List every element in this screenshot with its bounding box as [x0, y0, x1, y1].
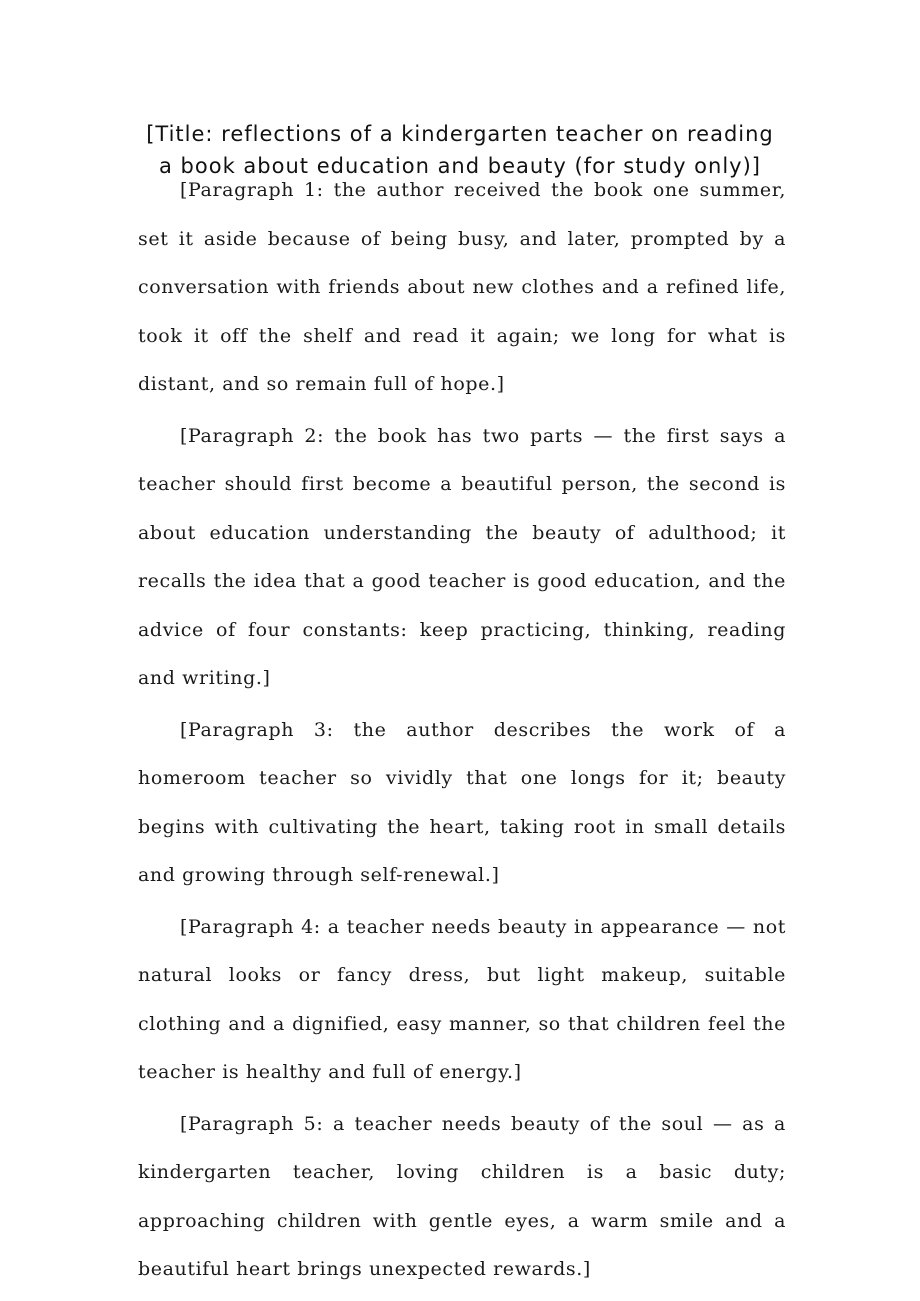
paragraph-3: [Paragraph 3: the author describes the work of a homeroom teacher so vividly that one longs for it; beauty begins with cultivating the heart, taking root in small details and growing through self-renewal.]	[138, 718, 786, 886]
paragraph-4: [Paragraph 4: a teacher needs beauty in appearance — not natural looks or fancy dress, but light makeup, suitable clothing and a dignified, easy manner, so that children feel the teacher is healthy and full of energy.]	[138, 915, 786, 1083]
paragraph-2: [Paragraph 2: the book has two parts — the first says a teacher should first become a beautiful person, the second is about education understanding the beauty of adulthood; it recalls the idea that a good teacher is good education, and the advice of four constants: keep practicing, thinking, reading and writing.]	[138, 424, 786, 689]
paragraph-1: [Paragraph 1: the author received the book one summer, set it aside because of being busy, and later, prompted by a conversation with friends about new clothes and a refined life, took it off the shelf and read it again; we long for what is distant, and so remain full of hope.]	[138, 179, 786, 395]
document-body	[138, 166, 786, 1297]
document-title: [Title: reflections of a kindergarten teacher on reading a book about education and beauty (for study only)]	[146, 122, 774, 178]
paragraph-5: [Paragraph 5: a teacher needs beauty of the soul — as a kindergarten teacher, loving children is a basic duty; approaching children with gentle eyes, a warm smile and a beautiful heart brings unexpected rewards.]	[138, 1112, 786, 1280]
